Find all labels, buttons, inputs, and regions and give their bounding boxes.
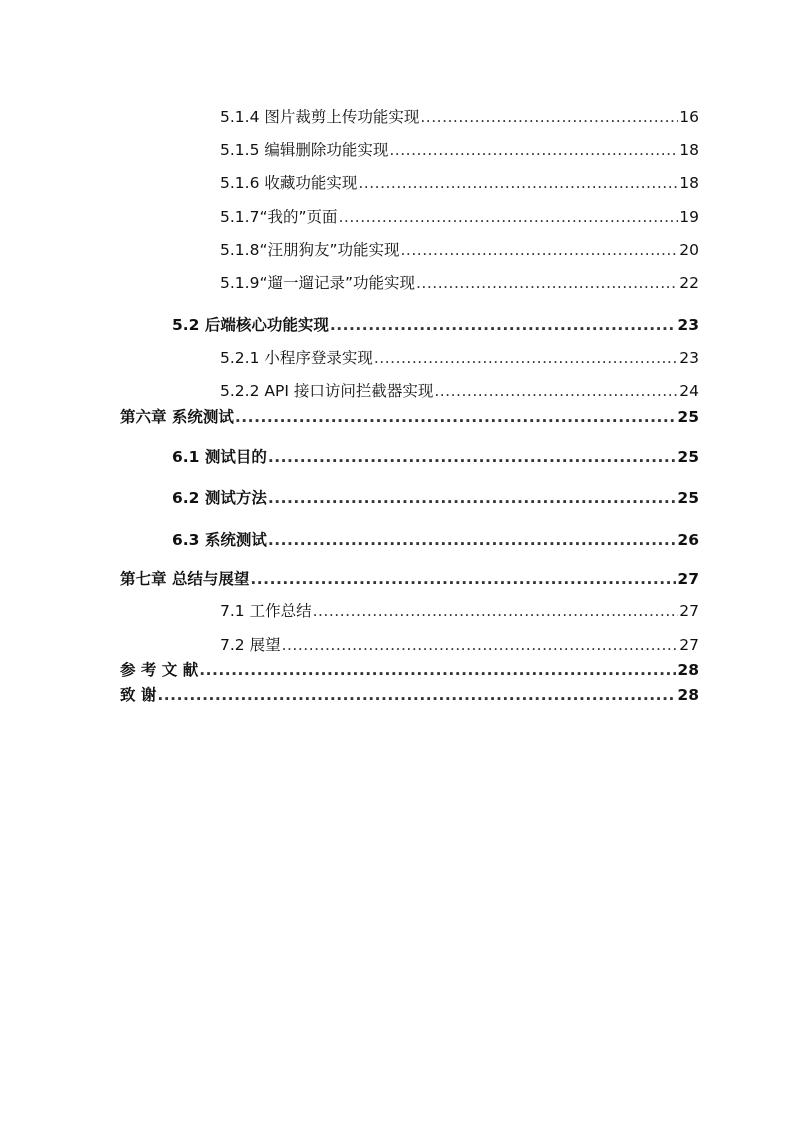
dot-leader [389, 140, 678, 160]
toc-entry-page: 26 [677, 531, 699, 549]
toc-entry-label: 第七章 总结与展望 [120, 570, 250, 588]
toc-entry-page: 20 [679, 241, 699, 259]
toc-entry-label: 参 考 文 献 [120, 661, 199, 679]
toc-entry-page: 28 [677, 661, 699, 679]
toc-entry-label: 6.2 测试方法 [172, 489, 267, 507]
toc-entry-5-2-2[interactable] [220, 381, 699, 401]
toc-entry-label: 5.1.7“我的”页面 [220, 208, 338, 226]
toc-entry-page: 23 [679, 349, 699, 367]
toc-entry-label: 第六章 系统测试 [120, 408, 234, 426]
toc-entry-label: 5.1.9“遛一遛记录”功能实现 [220, 274, 415, 292]
toc-entry-5-1-9[interactable] [220, 273, 699, 293]
toc-entry-chapter-7[interactable] [120, 569, 699, 589]
toc-entry-page: 18 [679, 174, 699, 192]
toc-entry-page: 25 [677, 489, 699, 507]
toc-entry-label: 7.2 展望 [220, 636, 281, 654]
toc-entry-label: 5.1.5 编辑删除功能实现 [220, 141, 389, 159]
toc-entry-5-1-4[interactable] [220, 107, 699, 127]
dot-leader [358, 173, 678, 193]
dot-leader [420, 107, 678, 127]
dot-leader [374, 348, 678, 368]
toc-entry-page: 18 [679, 141, 699, 159]
dot-leader [268, 530, 677, 550]
toc-entry-chapter-6[interactable] [120, 407, 699, 427]
dot-leader [157, 685, 676, 705]
toc-entry-5-1-6[interactable] [220, 173, 699, 193]
dot-leader [339, 207, 679, 227]
toc-entry-label: 致 谢 [120, 686, 157, 704]
dot-leader [313, 601, 679, 621]
toc-entry-page: 25 [677, 408, 699, 426]
dot-leader [268, 447, 677, 467]
toc-entry-page: 23 [677, 316, 699, 334]
toc-entry-7-2[interactable] [220, 635, 699, 655]
toc-entry-page: 27 [679, 602, 699, 620]
dot-leader [199, 660, 676, 680]
toc-entry-6-1[interactable] [172, 447, 699, 467]
toc-entry-6-3[interactable] [172, 530, 699, 550]
toc-entry-label: 5.2 后端核心功能实现 [172, 316, 329, 334]
dot-leader [434, 381, 678, 401]
dot-leader [268, 488, 677, 508]
toc-entry-label: 5.2.2 API 接口访问拦截器实现 [220, 382, 434, 400]
dot-leader [416, 273, 678, 293]
dot-leader [401, 240, 679, 260]
toc-entry-page: 22 [679, 274, 699, 292]
toc-entry-5-1-7[interactable] [220, 207, 699, 227]
toc-entry-label: 5.1.8“汪朋狗友”功能实现 [220, 241, 400, 259]
toc-entry-5-2-1[interactable] [220, 348, 699, 368]
toc-entry-label: 5.1.6 收藏功能实现 [220, 174, 358, 192]
toc-entry-acknowledgements[interactable] [120, 685, 699, 705]
toc-entry-label: 5.1.4 图片裁剪上传功能实现 [220, 108, 420, 126]
toc-entry-6-2[interactable] [172, 488, 699, 508]
toc-entry-label: 5.2.1 小程序登录实现 [220, 349, 373, 367]
toc-entry-page: 27 [679, 636, 699, 654]
toc-entry-references[interactable] [120, 660, 699, 680]
dot-leader [250, 569, 676, 589]
toc-entry-page: 25 [677, 448, 699, 466]
toc-entry-label: 6.1 测试目的 [172, 448, 267, 466]
toc-entry-page: 16 [679, 108, 699, 126]
toc-entry-label: 7.1 工作总结 [220, 602, 312, 620]
dot-leader [282, 635, 679, 655]
toc-entry-label: 6.3 系统测试 [172, 531, 267, 549]
toc-entry-page: 27 [677, 570, 699, 588]
dot-leader [235, 407, 677, 427]
toc-entry-5-2[interactable] [172, 315, 699, 335]
toc-entry-page: 19 [679, 208, 699, 226]
dot-leader [330, 315, 677, 335]
toc-entry-page: 28 [677, 686, 699, 704]
toc-entry-7-1[interactable] [220, 601, 699, 621]
toc-entry-page: 24 [679, 382, 699, 400]
toc-entry-5-1-5[interactable] [220, 140, 699, 160]
toc-entry-5-1-8[interactable] [220, 240, 699, 260]
